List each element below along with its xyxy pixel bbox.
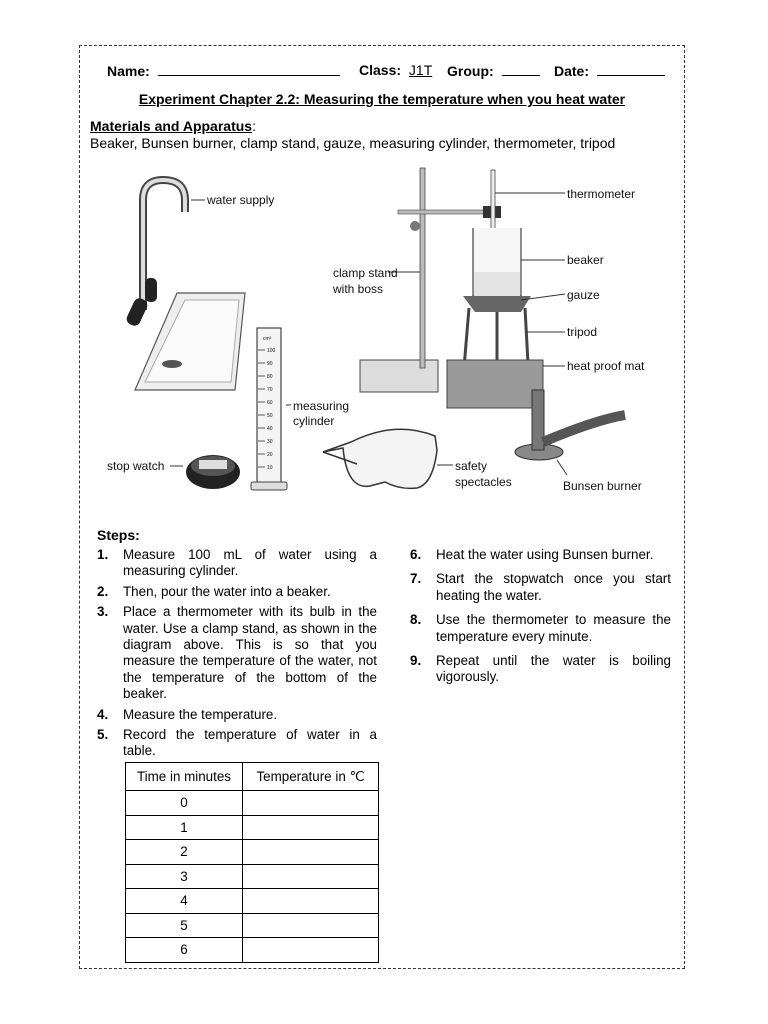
cylinder-tick-label: 20: [267, 452, 273, 458]
temperature-cell[interactable]: [243, 815, 379, 840]
gauze-illustration: [463, 296, 531, 312]
steps-heading: Steps:: [97, 527, 140, 543]
label-stop-watch: stop watch: [107, 459, 165, 473]
temperature-cell[interactable]: [243, 913, 379, 938]
step-item: 6. Heat the water using Bunsen burner.: [410, 547, 654, 562]
sink-illustration: [135, 293, 245, 390]
class-value: J1T: [408, 62, 433, 78]
cylinder-tick-label: 50: [267, 413, 273, 419]
table-row: 6: [126, 938, 379, 963]
heat-proof-mat-illustration: [447, 360, 543, 408]
date-field: Date:: [554, 62, 665, 79]
materials-list: Beaker, Bunsen burner, clamp stand, gauze, measuring cylinder, thermometer, tripod: [90, 135, 616, 151]
temperature-cell[interactable]: [243, 840, 379, 865]
materials-heading: Materials and Apparatus:: [90, 118, 256, 134]
table-row: 5: [126, 913, 379, 938]
label-gauze: gauze: [567, 288, 600, 302]
label-measuring-2: cylinder: [293, 414, 335, 428]
bunsen-burner-illustration: [515, 390, 625, 460]
table-row: 3: [126, 864, 379, 889]
temperature-cell[interactable]: [243, 791, 379, 816]
beaker-illustration: [473, 228, 521, 296]
cylinder-unit: cm³: [263, 336, 272, 342]
step-item: 8. Use the thermometer to measure the temperature every minute.: [410, 612, 671, 644]
temperature-cell[interactable]: [243, 864, 379, 889]
label-safety-1: safety: [455, 459, 488, 473]
label-bunsen-burner: Bunsen burner: [563, 479, 642, 493]
name-field: Name:: [107, 62, 340, 79]
steps-list-right: [410, 547, 671, 694]
cylinder-tick-label: 40: [267, 426, 273, 432]
group-field: Group:: [447, 62, 540, 79]
step-item: 7. Start the stopwatch once you start heating the water.: [410, 571, 671, 603]
group-blank[interactable]: [502, 62, 540, 76]
label-water-supply: water supply: [207, 193, 275, 207]
name-blank[interactable]: [158, 62, 340, 76]
label-clamp-stand-2: with boss: [333, 282, 384, 296]
table-header-time: Time in minutes: [126, 763, 243, 791]
step-item: 3. Place a thermometer with its bulb in the water. Use a clamp stand, as shown in the diagram above. This is so that you measure the temperature of the water, not the temperature of the bottom of the beaker.: [97, 604, 377, 702]
date-blank[interactable]: [597, 62, 665, 76]
step-item: 2. Then, pour the water into a beaker.: [97, 583, 331, 599]
label-thermometer: thermometer: [567, 187, 636, 201]
temperature-cell[interactable]: [243, 938, 379, 963]
measuring-cylinder-illustration: [251, 328, 287, 490]
cylinder-tick-label: 90: [267, 361, 273, 367]
label-measuring-1: measuring: [293, 399, 350, 413]
step-item: 4. Measure the temperature.: [97, 706, 278, 722]
steps-list-left: [97, 547, 377, 764]
cylinder-tick-label: 30: [267, 439, 273, 445]
label-safety-2: spectacles: [455, 475, 512, 489]
safety-spectacles-illustration: [323, 429, 437, 488]
cylinder-tick-label: 60: [267, 400, 273, 406]
cylinder-tick-label: 70: [267, 387, 273, 393]
cylinder-tick-label: 80: [267, 374, 273, 380]
stopwatch-illustration: [186, 455, 240, 489]
temperature-table: [125, 762, 379, 963]
cylinder-tick-label: 100: [267, 348, 276, 354]
table-row: 0: [126, 791, 379, 816]
cylinder-tick-label: 10: [267, 465, 273, 471]
step-item: 1. Measure 100 mL of water using a measuring cylinder.: [97, 547, 377, 579]
label-beaker: beaker: [567, 253, 604, 267]
apparatus-diagram: [95, 160, 665, 500]
class-field: Class: J1T: [359, 62, 433, 78]
step-item: 9. Repeat until the water is boiling vigorously.: [410, 653, 671, 685]
experiment-title: Experiment Chapter 2.2: Measuring the temperature when you heat water: [138, 91, 626, 107]
label-heat-proof-mat: heat proof mat: [567, 359, 645, 373]
label-clamp-stand-1: clamp stand: [333, 266, 398, 280]
step-item: 5. Record the temperature of water in a table.: [97, 727, 377, 759]
table-row: 2: [126, 840, 379, 865]
table-row: 4: [126, 889, 379, 914]
label-tripod: tripod: [567, 325, 598, 339]
temperature-cell[interactable]: [243, 889, 379, 914]
table-header-temperature: Temperature in ℃: [243, 763, 379, 791]
table-row: 1: [126, 815, 379, 840]
